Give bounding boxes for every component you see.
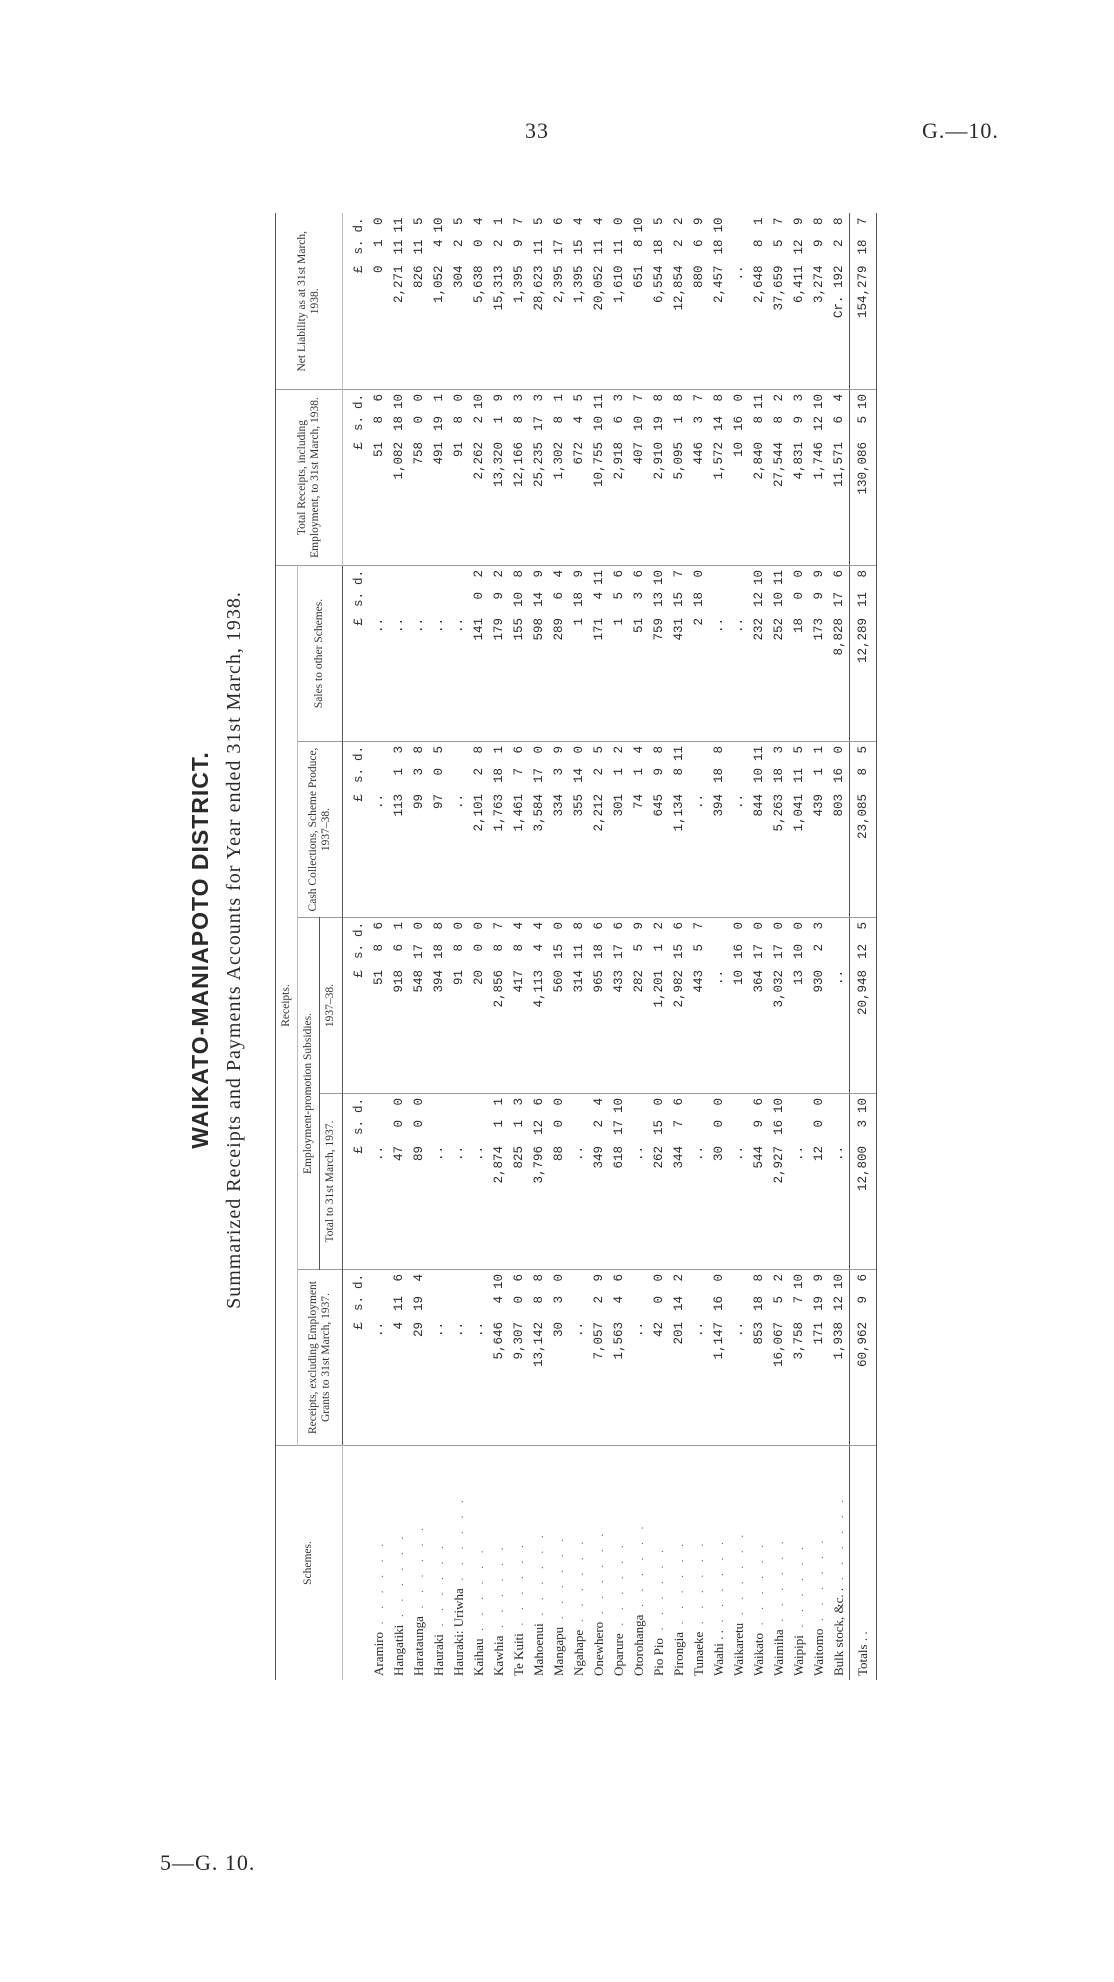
scheme-name: Tunaeke . . . . . . <box>690 1538 706 1676</box>
amount-cell: 491191 <box>429 390 449 566</box>
page-title: WAIKATO-MANIAPOTO DISTRICT. <box>187 751 213 1149</box>
sheet-reference: 5—G. 10. <box>160 1850 256 1875</box>
amount-cell: 1,39597 <box>509 214 529 390</box>
leader-dots: . . . . . . <box>793 1542 806 1636</box>
scheme-name: Mangapu . . . . . . <box>550 1533 566 1676</box>
leader-dots: . . . . . . <box>673 1538 686 1632</box>
amount-cell: 9180 <box>449 918 469 1094</box>
amount-cell: 17399 <box>809 566 829 742</box>
amount-cell: 41784 <box>509 918 529 1094</box>
amount-cell: 9180 <box>449 390 469 566</box>
amount-cell: 30425 <box>449 214 469 390</box>
amount-cell: 4,83193 <box>789 390 809 566</box>
amount-cell: 355140 <box>569 742 589 918</box>
leader-dots: . . . . . . <box>393 1531 406 1625</box>
amount-cell: .. <box>369 1270 389 1446</box>
amount-cell: 64598 <box>649 742 669 918</box>
table-row <box>489 214 509 1681</box>
amount-cell: .. <box>729 566 749 742</box>
amount-cell: 15,31321 <box>489 214 509 390</box>
scheme-name: Waipipi . . . . . . <box>790 1542 806 1676</box>
leader-dots: . . . . . . <box>693 1538 706 1632</box>
amount-cell: 1200 <box>809 1094 829 1270</box>
amount-cell: 171199 <box>809 1270 829 1446</box>
rotated-table-block <box>175 200 1055 1700</box>
amount-cell: 5136 <box>629 566 649 742</box>
leader-dots: . . . . . . <box>453 1495 466 1589</box>
amount-cell: 11,57164 <box>829 390 850 566</box>
amount-cell: Cr. 19228 <box>829 214 850 390</box>
amount-cell: 4116 <box>389 1270 409 1446</box>
amount-cell: 2,10128 <box>469 742 489 918</box>
amount-cell: 1,763181 <box>489 742 509 918</box>
amount-cell: 44637 <box>689 390 709 566</box>
amount-cell: 34924 <box>589 1094 609 1270</box>
scheme-name: Pio Pio . . . . . . <box>650 1545 666 1676</box>
leader-dots: . . . . . . <box>513 1540 526 1634</box>
receipts-excl-header: Receipts, excluding Employment Grants to 31st March, 1937. <box>298 1270 342 1446</box>
amount-cell: 4200 <box>649 1270 669 1446</box>
scheme-name: Waikato . . . . . . <box>750 1540 766 1676</box>
amount-cell: 394188 <box>429 918 449 1094</box>
amount-cell: .. <box>629 1270 649 1446</box>
scheme-name: Hauraki: Uriwha . . . . . . <box>450 1495 466 1676</box>
amount-cell: .. <box>729 1270 749 1446</box>
amount-cell: 1,572148 <box>709 390 729 566</box>
amount-cell: .. <box>789 1094 809 1270</box>
table-row <box>569 214 589 1681</box>
amount-cell: 1,0821810 <box>389 390 409 566</box>
totals-row <box>849 214 876 1681</box>
unit-cell: £s.d. <box>342 390 369 566</box>
amount-cell: 2,91863 <box>609 390 629 566</box>
amount-cell: 8,828176 <box>829 566 850 742</box>
table-row <box>649 214 669 1681</box>
amount-cell: 6,411129 <box>789 214 809 390</box>
amount-cell: .. <box>829 1094 850 1270</box>
year-1937-38-header: 1937–38. <box>320 918 342 1094</box>
amount-cell: 6181710 <box>609 1094 629 1270</box>
amount-cell: .. <box>569 1270 589 1446</box>
amount-cell: 2180 <box>689 566 709 742</box>
amount-cell: 1,9381210 <box>829 1270 850 1446</box>
amount-cell: 201142 <box>669 1270 689 1446</box>
amount-cell: .. <box>709 918 729 1094</box>
amount-cell: 2,9271610 <box>769 1094 789 1270</box>
amount-cell: 14102 <box>469 566 489 742</box>
amount-cell: 262150 <box>649 1094 669 1270</box>
leader-dots: . . . . . . <box>473 1545 486 1639</box>
receipts-group-header: Receipts. <box>276 566 298 1446</box>
amount-cell: 1,20112 <box>649 918 669 1094</box>
scheme-name: Kawhia . . . . . . <box>490 1542 506 1676</box>
amount-cell: 1,147160 <box>709 1270 729 1446</box>
leader-dots: . . . . . . <box>813 1535 826 1629</box>
amount-cell: .. <box>449 742 469 918</box>
amount-cell: 2,87411 <box>489 1094 509 1270</box>
scheme-name: Harataunga . . . . . . <box>410 1523 426 1676</box>
total-cell: 23,08585 <box>849 742 876 918</box>
total-to-1937-header: Total to 31st March, 1937. <box>320 1094 342 1270</box>
amount-cell: 9938 <box>409 742 429 918</box>
total-cell: 12,800310 <box>849 1094 876 1270</box>
amount-cell: 314118 <box>569 918 589 1094</box>
page-number: 33 <box>525 118 549 143</box>
amount-cell: 37,65957 <box>769 214 789 390</box>
amount-cell: 8900 <box>409 1094 429 1270</box>
unit-cell: £s.d. <box>342 1094 369 1270</box>
amount-cell: 1,30281 <box>549 390 569 566</box>
amount-cell: 5186 <box>369 390 389 566</box>
amount-cell: 11313 <box>389 742 409 918</box>
amount-cell: 3,032170 <box>769 918 789 1094</box>
amount-cell: 75800 <box>409 390 429 566</box>
amount-cell: .. <box>369 566 389 742</box>
scheme-name: Waikaretu . . . . . . <box>730 1529 746 1676</box>
amount-cell: 4,11344 <box>529 918 549 1094</box>
amount-cell: 010 <box>369 214 389 390</box>
amount-cell: 433176 <box>609 918 629 1094</box>
scheme-name: Mahoenui . . . . . . <box>530 1530 546 1676</box>
amount-cell: 1,7461210 <box>809 390 829 566</box>
table-row <box>549 214 569 1681</box>
amount-cell: 12,85422 <box>669 214 689 390</box>
amount-cell: 25,235173 <box>529 390 549 566</box>
amount-cell: 548170 <box>409 918 429 1094</box>
amount-cell: .. <box>429 1270 449 1446</box>
accounts-table <box>275 214 877 1681</box>
table-row <box>709 214 729 1681</box>
amount-cell: 171411 <box>589 566 609 742</box>
scheme-name: Pirongia . . . . . . <box>670 1538 686 1676</box>
amount-cell: 2,85687 <box>489 918 509 1094</box>
amount-cell: 2,64881 <box>749 214 769 390</box>
amount-cell: 364170 <box>749 918 769 1094</box>
amount-cell: 407107 <box>629 390 649 566</box>
table-row <box>749 214 769 1681</box>
table-row <box>829 214 850 1681</box>
amount-cell: 1,56346 <box>609 1270 629 1446</box>
totals-label: Totals . . <box>849 1446 876 1681</box>
scheme-name: Onewhero . . . . . . <box>590 1528 606 1676</box>
amount-cell: 93023 <box>809 918 829 1094</box>
leader-dots: . . . . . . <box>493 1542 506 1636</box>
page-subtitle: Summarized Receipts and Payments Accounts for Year ended 31st March, 1938. <box>223 591 245 1309</box>
table-row <box>429 214 449 1681</box>
total-cell: 12,289118 <box>849 566 876 742</box>
amount-cell: .. <box>629 1094 649 1270</box>
amount-cell: 5186 <box>369 918 389 1094</box>
amount-cell: 2000 <box>469 918 489 1094</box>
scheme-name: Hangatiki . . . . . . <box>390 1531 406 1676</box>
amount-cell: .. <box>829 918 850 1094</box>
amount-cell: 16,06752 <box>769 1270 789 1446</box>
table-row <box>529 214 549 1681</box>
unit-row <box>342 214 369 1681</box>
leader-dots: . . . . . . <box>633 1521 646 1615</box>
leader-dots: . . . . . . <box>733 1529 746 1623</box>
table-row <box>509 214 529 1681</box>
amount-cell: 3,758710 <box>789 1270 809 1446</box>
leader-dots: . . . . . . <box>653 1545 666 1639</box>
amount-cell: .. <box>689 1270 709 1446</box>
scheme-name: Waitomo . . . . . . <box>810 1535 826 1676</box>
amount-cell: .. <box>409 566 429 742</box>
amount-cell: 7,05729 <box>589 1270 609 1446</box>
amount-cell: 1800 <box>789 566 809 742</box>
table-row <box>389 214 409 1681</box>
employment-subsidies-header: Employment-promotion Subsidies. <box>298 918 320 1270</box>
amount-cell: 2,4571810 <box>709 214 729 390</box>
amount-cell: 1,134811 <box>669 742 689 918</box>
amount-cell: .. <box>689 742 709 918</box>
unit-cell: £s.d. <box>342 1270 369 1446</box>
unit-cell: £s.d. <box>342 742 369 918</box>
sales-other-schemes-header: Sales to other Schemes. <box>298 566 342 742</box>
table-row <box>369 214 389 1681</box>
table-row <box>789 214 809 1681</box>
amount-cell: 43911 <box>809 742 829 918</box>
amount-cell: 2,262210 <box>469 390 489 566</box>
amount-cell: 2,2711111 <box>389 214 409 390</box>
amount-cell: 6,554185 <box>649 214 669 390</box>
amount-cell: 2,910198 <box>649 390 669 566</box>
amount-cell: 33439 <box>549 742 569 918</box>
amount-cell: 20,052114 <box>589 214 609 390</box>
table-row <box>689 214 709 1681</box>
amount-cell: 431157 <box>669 566 689 742</box>
amount-cell: 3,796126 <box>529 1094 549 1270</box>
amount-cell: .. <box>469 1094 489 1270</box>
amount-cell: 13,14288 <box>529 1270 549 1446</box>
net-liability-header: Net Liability as at 31st March, 1938. <box>276 214 343 390</box>
total-receipts-header: Total Receipts, including Employment, to 31st March, 1938. <box>276 390 343 566</box>
amount-cell: 803160 <box>829 742 850 918</box>
leader-dots: . . . . . . <box>433 1541 446 1635</box>
table-row <box>769 214 789 1681</box>
amount-cell: 965186 <box>589 918 609 1094</box>
table-row <box>809 214 829 1681</box>
scheme-name: Otorohanga . . . . . . <box>630 1521 646 1676</box>
amount-cell: 5,263183 <box>769 742 789 918</box>
amount-cell: .. <box>469 1270 489 1446</box>
table-row <box>449 214 469 1681</box>
scheme-name: Kaihau . . . . . . <box>470 1545 486 1676</box>
amount-cell: 34476 <box>669 1094 689 1270</box>
amount-cell: 9705 <box>429 742 449 918</box>
scheme-name: Hauraki . . . . . . <box>430 1541 446 1676</box>
amount-cell: 2,840811 <box>749 390 769 566</box>
leader-dots: . . . . . . <box>753 1540 766 1633</box>
leader-dots: . . . . . . <box>773 1536 786 1630</box>
table-row <box>729 214 749 1681</box>
amount-cell: 3,584170 <box>529 742 549 918</box>
amount-cell: 826115 <box>409 214 429 390</box>
amount-cell: 598149 <box>529 566 549 742</box>
amount-cell: 28259 <box>629 918 649 1094</box>
amount-cell: .. <box>389 566 409 742</box>
scheme-name: Aramiro . . . . . . <box>370 1538 386 1676</box>
amount-cell: 1189 <box>569 566 589 742</box>
amount-cell: 30112 <box>609 742 629 918</box>
scheme-name: Bulk stock, &c. . . . . . . . <box>830 1494 846 1676</box>
amount-cell: 10,7551011 <box>589 390 609 566</box>
amount-cell: 8441011 <box>749 742 769 918</box>
total-cell: 20,948125 <box>849 918 876 1094</box>
scheme-name: Oparure . . . . . . <box>610 1540 626 1676</box>
amount-cell: 3000 <box>709 1094 729 1270</box>
unit-cell: £s.d. <box>342 214 369 390</box>
table-row <box>669 214 689 1681</box>
leader-dots: . . . . . . <box>533 1530 546 1624</box>
amount-cell: 2321210 <box>749 566 769 742</box>
amount-cell: .. <box>729 1094 749 1270</box>
amount-cell: 9,30706 <box>509 1270 529 1446</box>
amount-cell: 1,052410 <box>429 214 449 390</box>
amount-cell: .. <box>369 1094 389 1270</box>
total-cell: 154,279187 <box>849 214 876 390</box>
amount-cell: 88069 <box>689 214 709 390</box>
scheme-name: Ngahape . . . . . . <box>570 1536 586 1676</box>
amount-cell: 1,610110 <box>609 214 629 390</box>
amount-cell: .. <box>729 214 749 390</box>
amount-cell: 67245 <box>569 390 589 566</box>
leader-dots: . . . . . . <box>713 1537 726 1631</box>
table-row <box>469 214 489 1681</box>
scheme-name: Waahi . . . . . . . . <box>710 1537 726 1676</box>
leader-dots: . . . . . . <box>573 1536 586 1630</box>
amount-cell: 5,63804 <box>469 214 489 390</box>
table-row <box>409 214 429 1681</box>
amount-cell: 7414 <box>629 742 649 918</box>
amount-cell: .. <box>449 1270 469 1446</box>
total-cell: 130,086510 <box>849 390 876 566</box>
amount-cell: 29194 <box>409 1270 429 1446</box>
amount-cell: 7591310 <box>649 566 669 742</box>
amount-cell: 3,27498 <box>809 214 829 390</box>
amount-cell: 4700 <box>389 1094 409 1270</box>
unit-cell: £s.d. <box>342 918 369 1094</box>
amount-cell: 155108 <box>509 566 529 742</box>
amount-cell: 651810 <box>629 214 649 390</box>
amount-cell: .. <box>429 566 449 742</box>
amount-cell: 394188 <box>709 742 729 918</box>
amount-cell: 2521011 <box>769 566 789 742</box>
unit-cell: £s.d. <box>342 566 369 742</box>
amount-cell: 10160 <box>729 390 749 566</box>
amount-cell: 28964 <box>549 566 569 742</box>
amount-cell: 2,982156 <box>669 918 689 1094</box>
document-reference: G.—10. <box>922 118 999 143</box>
schemes-header: Schemes. <box>276 1446 343 1681</box>
amount-cell: 5,09518 <box>669 390 689 566</box>
amount-cell: 5,646410 <box>489 1270 509 1446</box>
total-cell: 60,96296 <box>849 1270 876 1446</box>
table-body <box>342 214 876 1681</box>
scheme-name: Te Kuiti . . . . . . <box>510 1540 526 1676</box>
leader-dots: . . . . . . <box>613 1540 626 1634</box>
leader-dots: . . . . . . <box>413 1523 426 1617</box>
amount-cell: 28,623115 <box>529 214 549 390</box>
cash-collections-header: Cash Collections, Scheme Produce, 1937–38. <box>298 742 342 918</box>
amount-cell: 82513 <box>509 1094 529 1270</box>
amount-cell: 853188 <box>749 1270 769 1446</box>
amount-cell: 12,16683 <box>509 390 529 566</box>
amount-cell: 17992 <box>489 566 509 742</box>
leader-dots: . . . . . . <box>373 1538 386 1632</box>
amount-cell: .. <box>569 1094 589 1270</box>
amount-cell: 2,21225 <box>589 742 609 918</box>
amount-cell: 44357 <box>689 918 709 1094</box>
amount-cell: 27,54482 <box>769 390 789 566</box>
table-row <box>589 214 609 1681</box>
leader-dots: . . . . . . <box>833 1494 846 1588</box>
amount-cell: .. <box>449 566 469 742</box>
amount-cell: 54496 <box>749 1094 769 1270</box>
amount-cell: 10160 <box>729 918 749 1094</box>
amount-cell: 13,32019 <box>489 390 509 566</box>
amount-cell: .. <box>449 1094 469 1270</box>
amount-cell: 1,46176 <box>509 742 529 918</box>
amount-cell: 13100 <box>789 918 809 1094</box>
amount-cell: 1,395154 <box>569 214 589 390</box>
amount-cell: 2,395176 <box>549 214 569 390</box>
amount-cell: 156 <box>609 566 629 742</box>
amount-cell: .. <box>369 742 389 918</box>
table-row <box>629 214 649 1681</box>
amount-cell: 3030 <box>549 1270 569 1446</box>
amount-cell: 1,041115 <box>789 742 809 918</box>
amount-cell: .. <box>689 1094 709 1270</box>
amount-cell: .. <box>709 566 729 742</box>
amount-cell: 91861 <box>389 918 409 1094</box>
amount-cell: 8800 <box>549 1094 569 1270</box>
scheme-name: Waimiha . . . . . . <box>770 1536 786 1676</box>
amount-cell: 560150 <box>549 918 569 1094</box>
table-row <box>609 214 629 1681</box>
leader-dots: . . . . . . <box>593 1528 606 1622</box>
amount-cell: .. <box>729 742 749 918</box>
amount-cell: .. <box>429 1094 449 1270</box>
leader-dots: . . . . . . <box>553 1533 566 1627</box>
